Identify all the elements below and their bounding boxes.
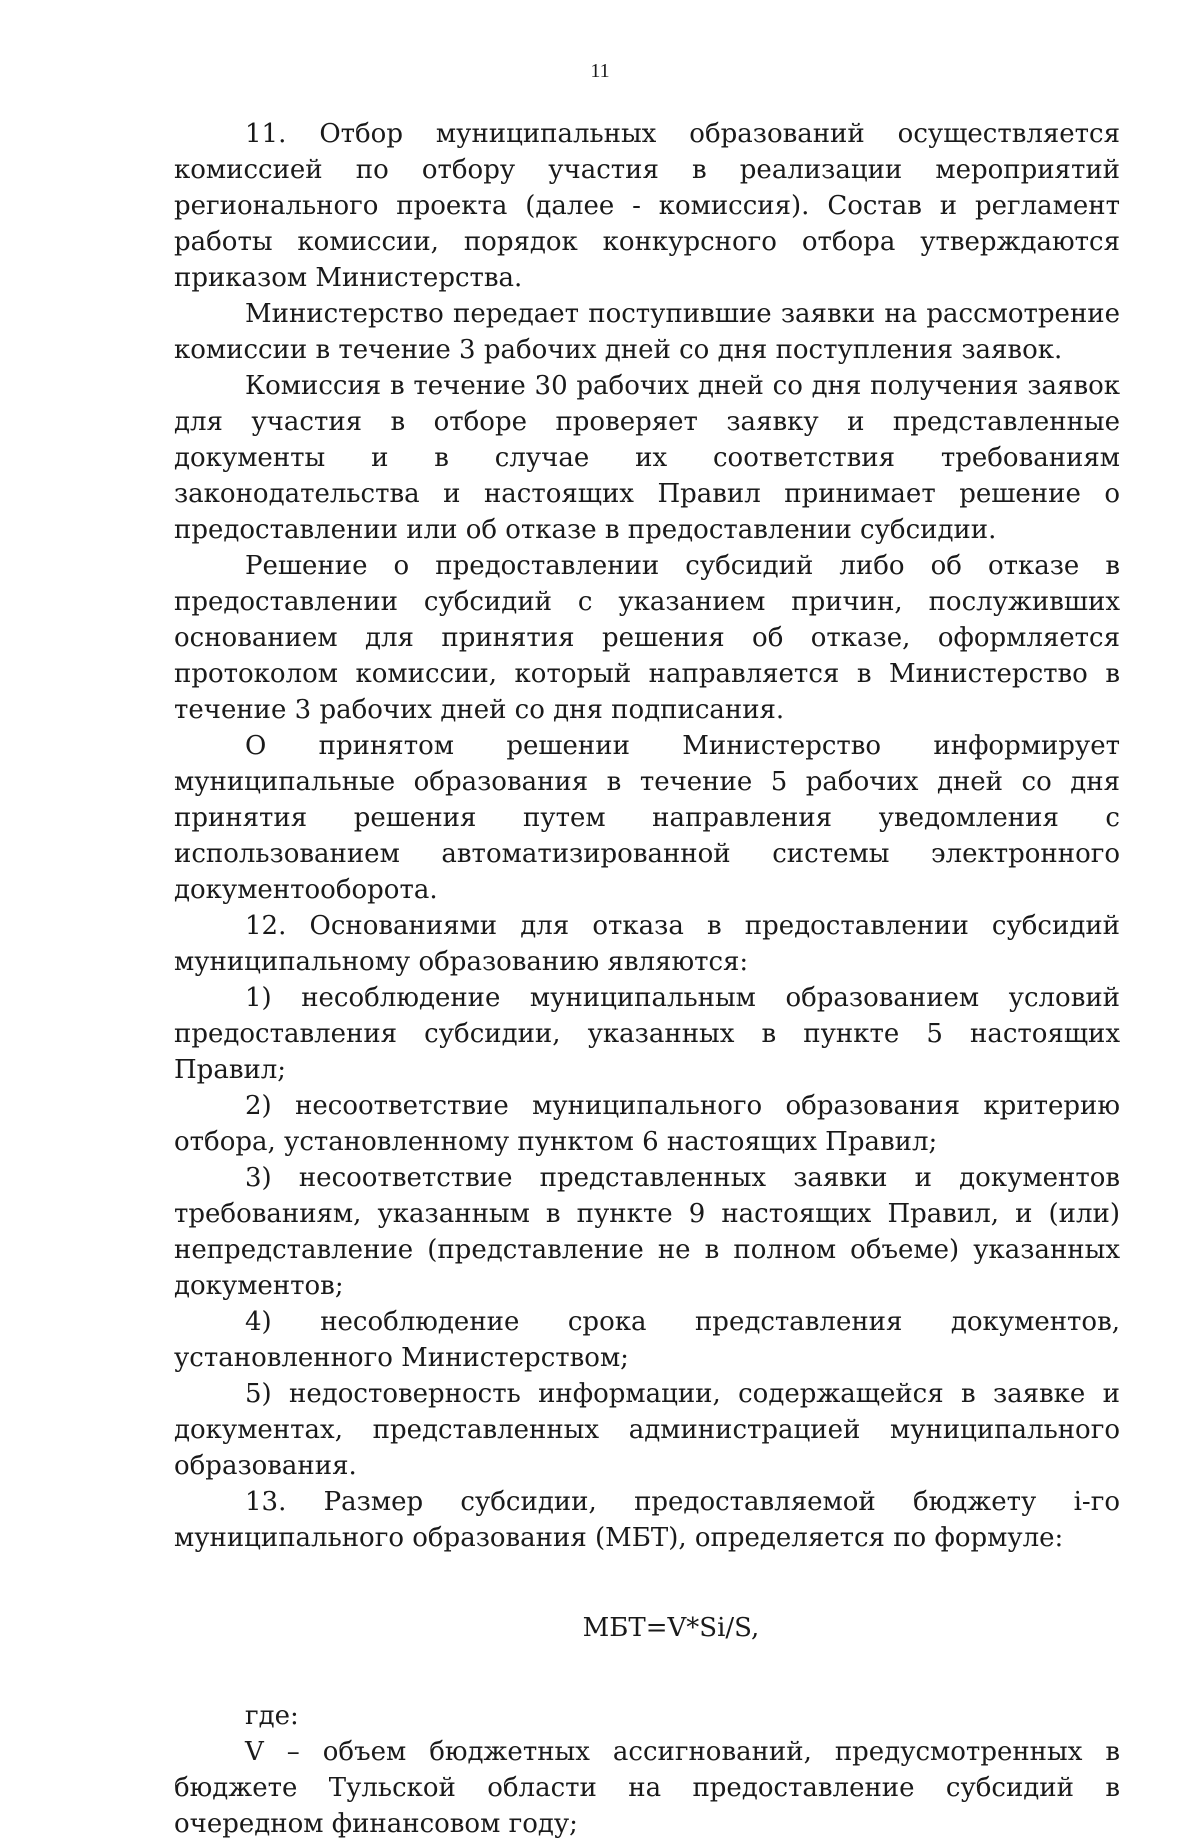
list-item-4: 4) несоблюдение срока представления документов, установленного Министерством; [174,1307,1120,1373]
paragraph-commission-review: Комиссия в течение 30 рабочих дней со дня получения заявок для участия в отборе проверяет заявку и представленные документы и в случае их соответствия требованиям законодательства и настоящих Правил принимает решение о предоставлении или об отказе в предоставлении субсидии. [174,371,1120,545]
list-item-1: 1) несоблюдение муниципальным образованием условий предоставления субсидии, указанных в пункте 5 настоящих Правил; [174,983,1120,1085]
list-item-5: 5) недостоверность информации, содержащейся в заявке и документах, представленных администрацией муниципального образования. [174,1379,1120,1481]
page-number: 11 [590,60,610,82]
paragraph-decision-protocol: Решение о предоставлении субсидий либо об отказе в предоставлении субсидий с указанием причин, послуживших основанием для принятия решения об отказе, оформляется протоколом комиссии, который направляется в Министерство в течение 3 рабочих дней со дня подписания. [174,551,1120,725]
list-item-3: 3) несоответствие представленных заявки и документов требованиям, указанным в пункте 9 настоящих Правил, и (или) непредставление (представление не в полном объеме) указанных документов; [174,1163,1120,1301]
paragraph-12-refusal-grounds: 12. Основаниями для отказа в предоставлении субсидий муниципальному образованию являются: [174,911,1120,977]
paragraph-13-subsidy-size: 13. Размер субсидии, предоставляемой бюджету i-го муниципального образования (МБТ), определяется по формуле: [174,1487,1120,1553]
formula-variable-v-definition: V – объем бюджетных ассигнований, предусмотренных в бюджете Тульской области на предоставление субсидий в очередном финансовом году; [174,1737,1120,1839]
list-item-2: 2) несоответствие муниципального образования критерию отбора, установленному пунктом 6 настоящих Правил; [174,1091,1120,1157]
paragraph-11-selection-commission: 11. Отбор муниципальных образований осуществляется комиссией по отбору участия в реализации мероприятий регионального проекта (далее - комиссия). Состав и регламент работы комиссии, порядок конкурсного отбора утверждаются приказом Министерства. [174,119,1120,293]
subsidy-formula: МБТ=V*Si/S, [582,1613,760,1643]
paragraph-applications-transfer: Министерство передает поступившие заявки на рассмотрение комиссии в течение 3 рабочих дней со дня поступления заявок. [174,299,1120,365]
document-body [174,116,1120,1842]
paragraph-notification: О принятом решении Министерство информирует муниципальные образования в течение 5 рабочих дней со дня принятия решения путем направления уведомления с использованием автоматизированной системы электронного документооборота. [174,731,1120,905]
formula-where-label: где: [245,1701,299,1731]
